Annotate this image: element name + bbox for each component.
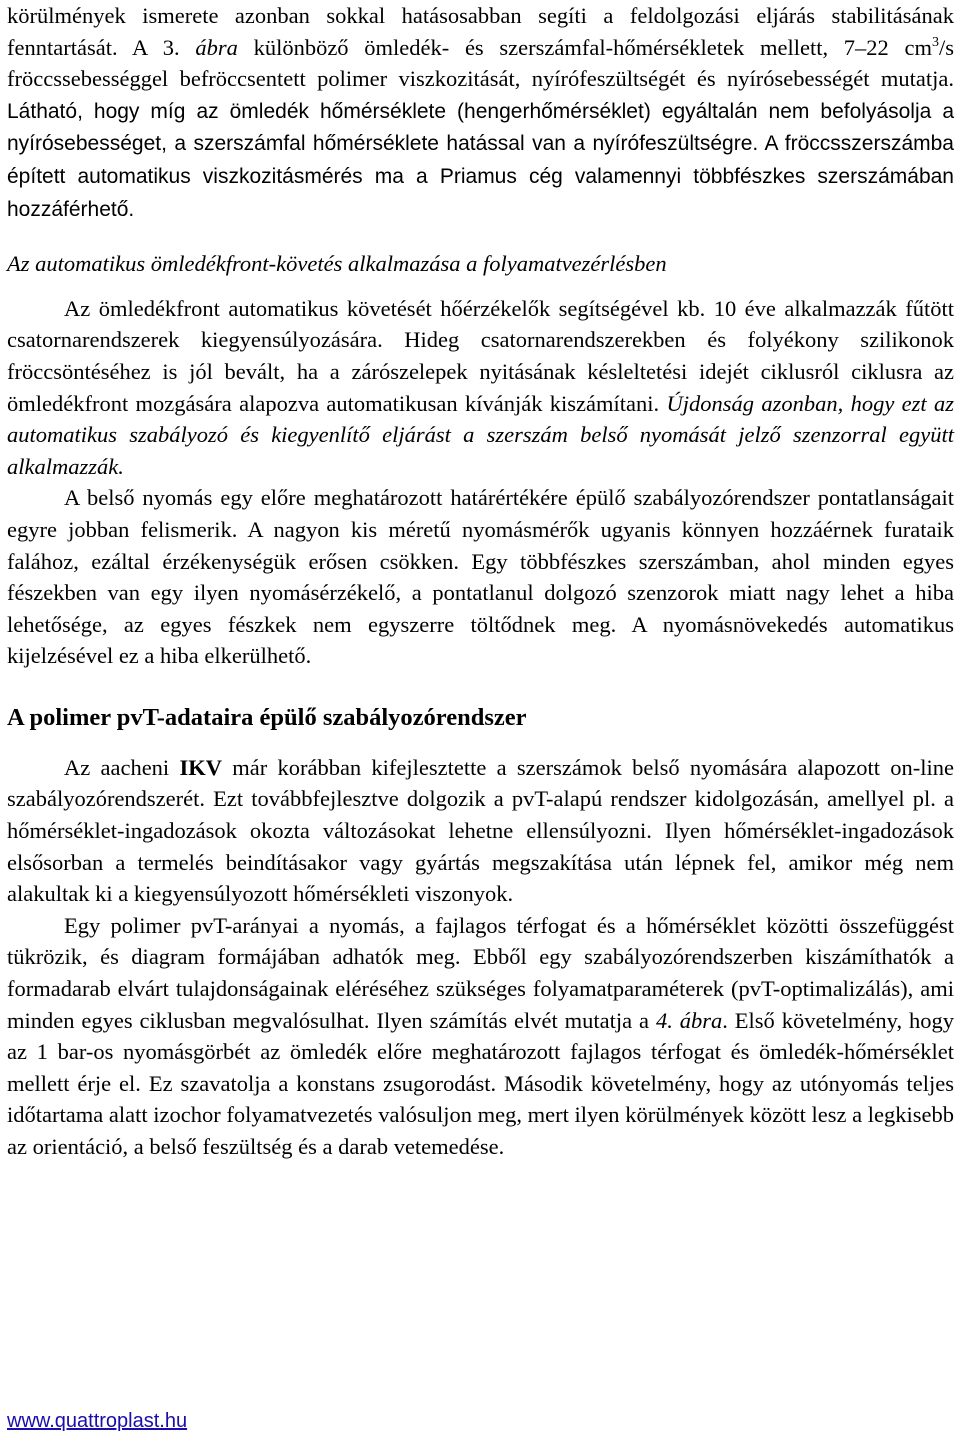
text-run: Az aacheni xyxy=(64,754,180,780)
text-run: különböző ömledék- és szerszámfal-hőmérsékletek mellett, 7–22 cm xyxy=(237,34,932,60)
organization-name: IKV xyxy=(179,754,222,780)
section-subheading: Az automatikus ömledékfront-követés alkalmazása a folyamatvezérlésben xyxy=(7,251,667,277)
text-run: Egy polimer pvT-arányai a nyomás, a fajlagos térfogat és a hőmérséklet közötti összefüggést tükrözik, és diagram formájában adhatók meg. Ebből egy szabályozórendszerben kiszámíthatók a formadarab elvárt tulajdonságainak eléréséhez szükséges folyamatparaméterek (pvT-optimalizálás), ami minden egyes ciklusban megvalósulhat. Ilyen számítás elvét mutatja a xyxy=(7,912,954,1033)
website-link[interactable]: www.quattroplast.hu xyxy=(7,1410,188,1432)
text-run: Az ömledékfront automatikus követését hőérzékelők segítségével kb. 10 éve alkalmazzák fűtött csatornarendszerek kiegyensúlyozására. Hideg csatornarendszerekben és folyékony szilikonok fröccsöntéséhez is jól bevált, ha a zárószelepek nyitásának késleltetési idejét ciklusról ciklusra az ömledékfront mozgására alapozva automatikusan kívánják kiszámítani. xyxy=(7,295,954,416)
document-page xyxy=(7,0,954,1163)
superscript: 3 xyxy=(931,34,939,50)
section-heading: A polimer pvT-adataira épülő szabályozórendszer xyxy=(7,703,527,731)
text-run: körülmények ismerete azonban sokkal hatásosabban segíti a feldolgozási eljárás stabilitásának fenntartását. A 3. xyxy=(7,3,954,60)
figure-reference: 4. ábra xyxy=(655,1007,723,1033)
text-run: /s fröccssebességgel befröccsentett polimer viszkozitását, nyírófeszültségét és nyírósebességét mutatja. xyxy=(7,34,954,92)
figure-reference: ábra xyxy=(195,34,238,60)
text-run-sans: Látható, hogy míg az ömledék hőmérséklete (hengerhőmérséklet) egyáltalán nem befolyásolja a nyírósebességet, a szerszámfal hőmérséklete hatással van a nyírófeszültségre. xyxy=(7,99,954,156)
paragraph-melt-front xyxy=(7,293,954,483)
paragraph-viscosity xyxy=(7,0,954,225)
text-run-sans: A fröccsszerszámba épített automatikus viszkozitásmérés ma a Priamus cég valamennyi többfészkes szerszámában hozzáférhető. xyxy=(7,132,954,221)
text-run: már korábban kifejlesztette a szerszámok belső nyomására alapozott on-line szabályozórendszerét. Ezt továbbfejlesztve dolgozik a pvT-alapú rendszer kidolgozásán, amellyel pl. a hőmérséklet-ingadozások okozta változásokat lehetne ellensúlyozni. Ilyen hőmérséklet-ingadozások elsősorban a termelés beindításakor vagy gyártás megszakítása után lépnek fel, amikor még nem alakultak ki a kiegyensúlyozott hőmérsékleti viszonyok. xyxy=(7,754,954,907)
paragraph-pressure: A belső nyomás egy előre meghatározott határértékére épülő szabályozórendszer pontatlanságait egyre jobban felismerik. A nagyon kis méretű nyomásmérők ugyanis könnyen hozzáérnek furataik falához, ezáltal érzékenységük erősen csökken. Egy többfészkes szerszámban, ahol minden egyes fészekben van egy ilyen nyomásérzékelő, a pontatlanul dolgozó szenzorok miatt nagy lehet a hiba lehetősége, az egyes fészkek nem egyszerre töltődnek meg. A nyomásnövekedés automatikus kijelzésével ez a hiba elkerülhető. xyxy=(7,485,954,669)
text-run: . Első követelmény, hogy az 1 bar-os nyomásgörbét az ömledék előre meghatározott fajlagos térfogat és ömledék-hőmérséklet mellett érje el. Ez szavatolja a konstans zsugorodást. Második követelmény, hogy az utónyomás teljes időtartama alatt izochor folyamatvezetés valósuljon meg, mert ilyen körülmények között lesz a legkisebb az orientáció, a belső feszültség és a darab vetemedése. xyxy=(7,1007,954,1159)
paragraph-pvt xyxy=(7,910,954,1163)
paragraph-ikv xyxy=(7,752,954,910)
text-run-italic: Újdonság azonban, hogy ezt az automatikus szabályozó és kiegyenlítő eljárást a szerszám belső nyomását jelző szenzorral együtt alkalmazzák. xyxy=(7,390,954,479)
